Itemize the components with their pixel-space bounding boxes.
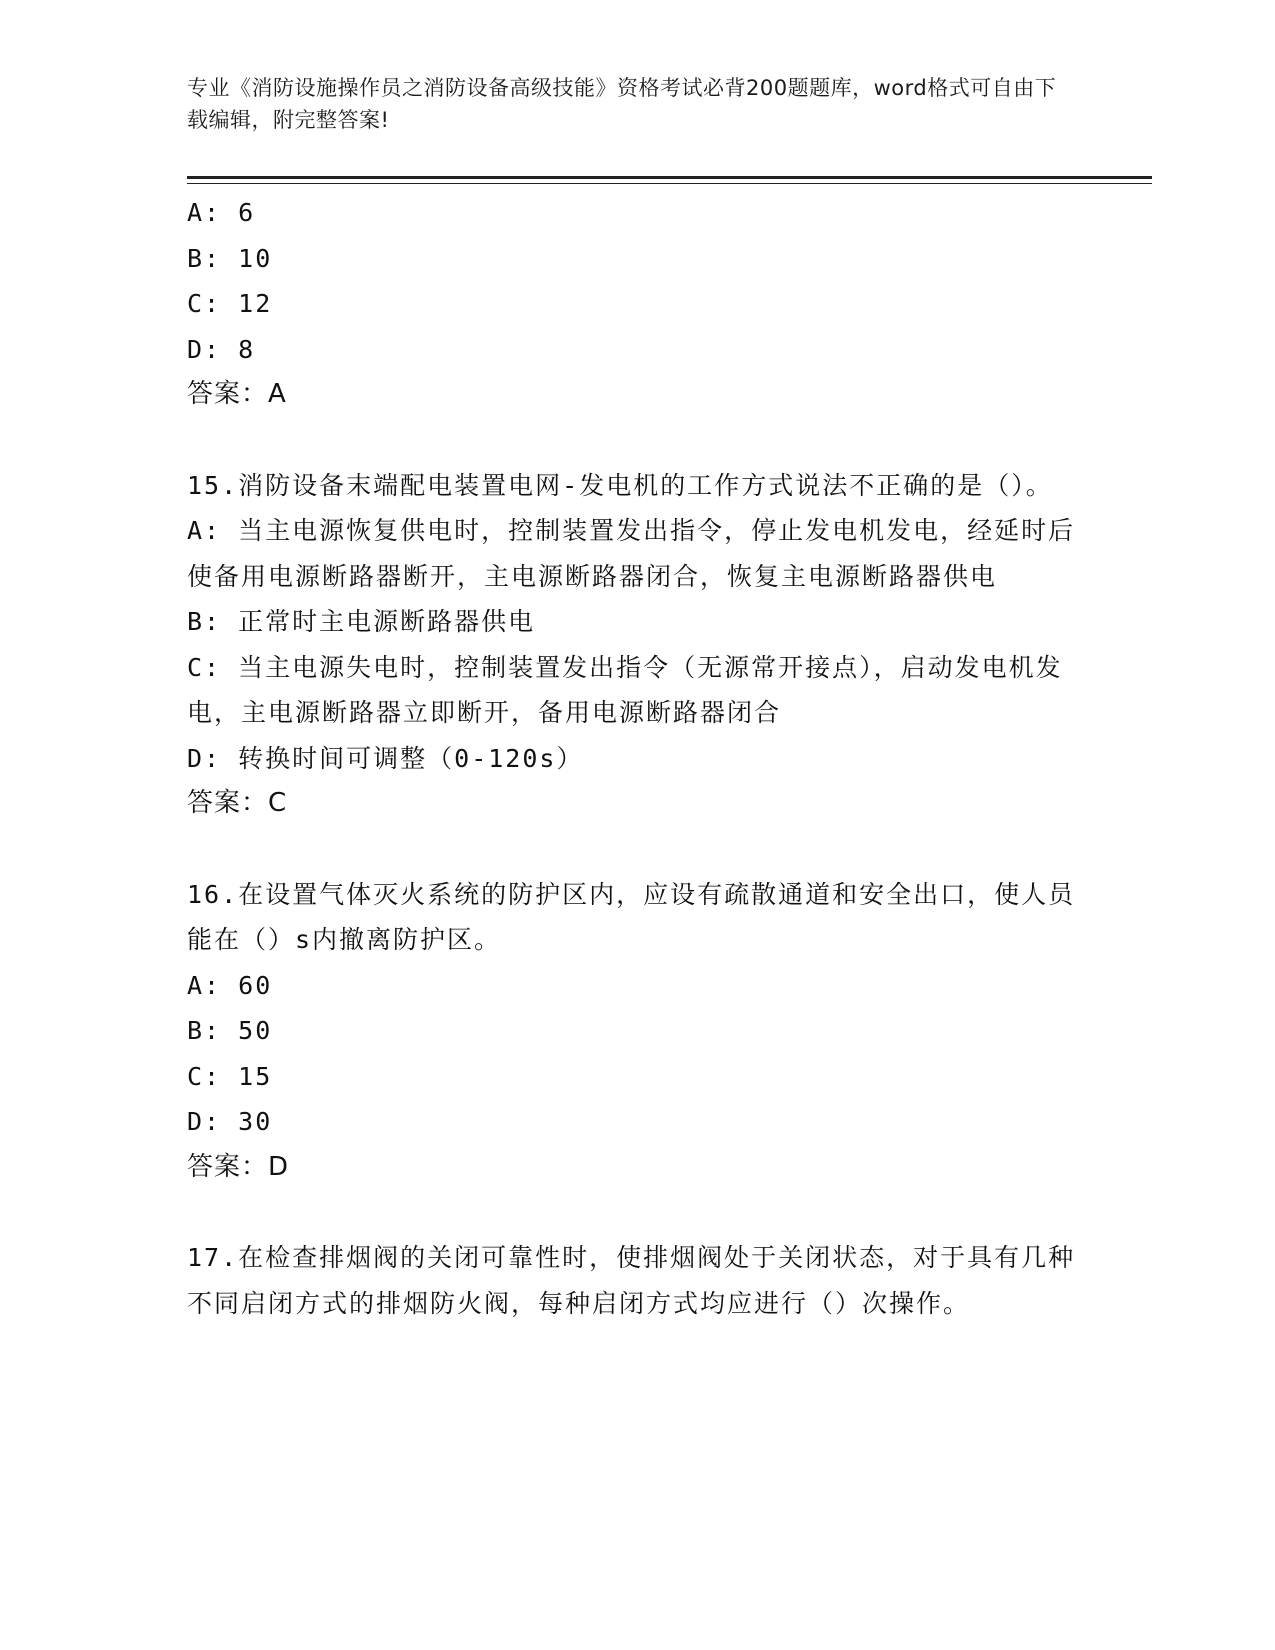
header-divider-thin [187, 183, 1152, 184]
question-content [187, 190, 1087, 1326]
question-17 [187, 1235, 1087, 1326]
option-b: B: 10 [187, 243, 273, 273]
spacer [187, 1190, 1087, 1235]
option-d: D: 转换时间可调整（0-120s） [187, 743, 584, 773]
spacer [187, 827, 1087, 872]
option-a: A: 60 [187, 970, 273, 1000]
document-header: 专业《消防设施操作员之消防设备高级技能》资格考试必背200题题库，word格式可自由下载编辑，附完整答案! [187, 76, 1057, 132]
option-c: C: 12 [187, 289, 273, 318]
question-text: 17.在检查排烟阀的关闭可靠性时，使排烟阀处于关闭状态，对于具有几种不同启闭方式的排烟防火阀，每种启闭方式均应进行（）次操作。 [187, 1243, 1076, 1318]
question-15 [187, 463, 1087, 827]
option-c: C: 当主电源失电时，控制装置发出指令（无源常开接点），启动发电机发电，主电源断路器立即断开，备用电源断路器闭合 [187, 652, 1063, 727]
question-14-tail [187, 190, 1087, 418]
option-d: D: 30 [187, 1107, 273, 1136]
question-text: 15.消防设备末端配电装置电网-发电机的工作方式说法不正确的是（）。 [187, 470, 1053, 500]
answer: 答案：A [187, 379, 287, 409]
answer: 答案：C [187, 788, 288, 818]
option-d: D: 8 [187, 334, 256, 364]
question-16 [187, 872, 1087, 1191]
option-a: A: 当主电源恢复供电时，控制装置发出指令，停止发电机发电，经延时后使备用电源断路器断开，主电源断路器闭合，恢复主电源断路器供电 [187, 516, 1076, 591]
question-text: 16.在设置气体灭火系统的防护区内，应设有疏散通道和安全出口，使人员能在（）s内撤离防护区。 [187, 879, 1076, 954]
header-divider-thick [187, 176, 1152, 179]
answer: 答案：D [187, 1151, 290, 1182]
option-c: C: 15 [187, 1061, 273, 1091]
spacer [187, 418, 1087, 463]
option-a: A: 6 [187, 198, 256, 227]
option-b: B: 50 [187, 1016, 273, 1045]
option-b: B: 正常时主电源断路器供电 [187, 607, 536, 636]
